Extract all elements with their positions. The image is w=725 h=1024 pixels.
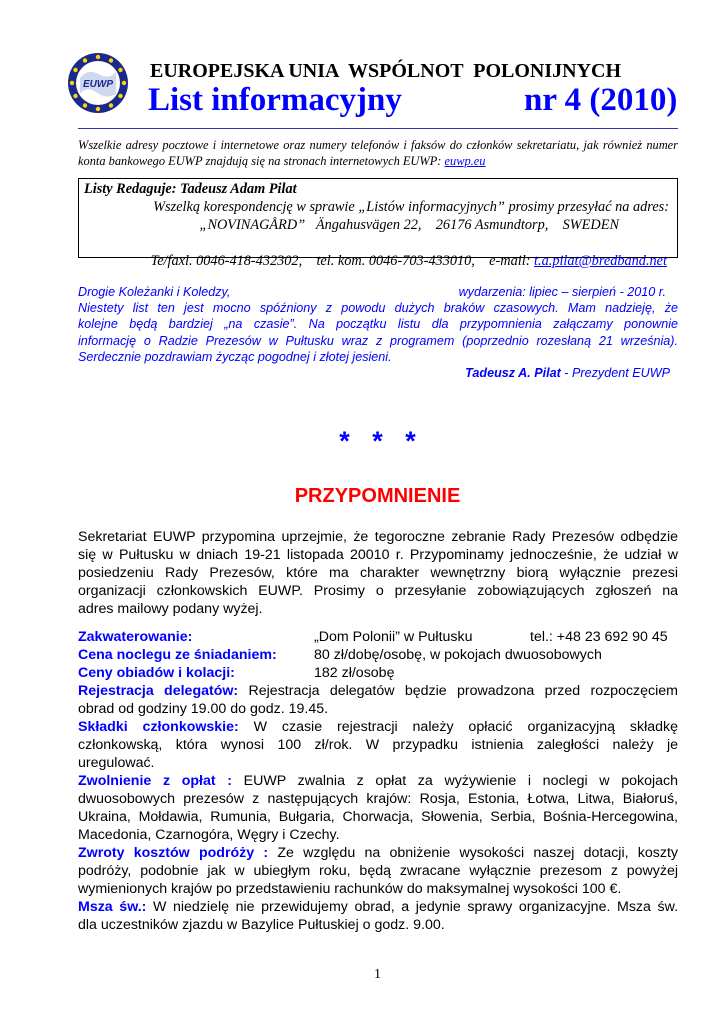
refund-label: Zwroty kosztów podróży : bbox=[78, 845, 269, 861]
greeting: Drogie Koleżanki i Koledzy, bbox=[78, 285, 231, 299]
accommodation-value: „Dom Polonii” w Pułtusku bbox=[314, 629, 473, 645]
mass-text: dla uczestników zjazdu w Bazylice Pułtuskiej o godz. 9.00. bbox=[78, 917, 445, 933]
letter-line: Niestety list ten jest mocno spóźniony z powodu dużych braków czasowych. Mam nadzieję, że bbox=[78, 301, 678, 315]
letter bbox=[78, 284, 678, 381]
separator: * * * bbox=[339, 426, 416, 456]
details bbox=[78, 628, 678, 934]
refund-text: podróży, podobnie jak w ubiegłym roku, będą zwracane wyłącznie prezesom z powyżej bbox=[78, 863, 678, 879]
address-line: „NOVINAGÅRD” Ängahusvägen 22, 26176 Asmundtorp, SWEDEN bbox=[199, 217, 619, 233]
editor-box bbox=[78, 178, 678, 269]
body-line: adres mailowy podany wyżej. bbox=[78, 601, 263, 617]
body-line: się w Pułtusku w dniach 19-21 listopada 20010 r. Przypominamy jednocześnie, że udział w bbox=[78, 547, 678, 563]
contact-line bbox=[136, 236, 667, 287]
letter-line: informację o Radzie Prezesów w Pułtusku wraz z programem (poprzednio rozesłaną 21 września). bbox=[78, 333, 678, 348]
svg-text:EUWP: EUWP bbox=[83, 79, 113, 90]
letter-line: Serdecznie pozdrawiam życząc pogodnej i złotej jesieni. bbox=[78, 349, 392, 364]
page-number: 1 bbox=[374, 967, 381, 982]
body-paragraph bbox=[78, 528, 678, 618]
body-line: Sekretariat EUWP przypomina uprzejmie, że tegoroczne zebranie Rady Prezesów odbędzie bbox=[78, 529, 678, 545]
org-name: EUROPEJSKA UNIA WSPÓLNOT POLONIJNYCH bbox=[150, 60, 622, 82]
registration-label: Rejestracja delegatów: bbox=[78, 683, 239, 699]
refund-text: Ze względu na obniżenie wysokości naszej dotacji, koszty bbox=[268, 845, 679, 861]
refund-text: wymienionych krajów po przedstawieniu rachunków do maksymalnej wysokości 100 €. bbox=[78, 881, 622, 897]
contact-phones: Te/faxl. 0046-418-432302, tel. kom. 0046-703-433010, e-mail: bbox=[150, 253, 535, 269]
registration-text: obrad od godziny 19.00 do godz. 19.45. bbox=[78, 701, 329, 717]
editor-line: Listy Redaguje: Tadeusz Adam Pilat bbox=[84, 181, 297, 197]
intro-text bbox=[78, 137, 678, 169]
letter-line: kolejne będą bardziej „na czasie”. Na początku listu dla przypomnienia załączamy ponownie bbox=[78, 317, 678, 332]
email-link[interactable]: t.a.pilat@bredband.net bbox=[534, 253, 667, 269]
intro-body: Wszelkie adresy pocztowe i internetowe oraz numery telefonów i faksów do członków sekretariatu, jak również numer konta bankowego EUWP znajdują się na stronach internetowych EUWP: bbox=[78, 138, 678, 168]
header-divider bbox=[78, 128, 678, 129]
issue-number: nr 4 (2010) bbox=[524, 82, 678, 118]
signature-role: - Prezydent EUWP bbox=[560, 366, 670, 381]
exemption-text: EUWP zwalnia z opłat za wyżywienie i noclegi w pokojach bbox=[232, 773, 679, 789]
exemption-text: Ukraina, Mołdawia, Rumunia, Bułgaria, Chorwacja, Słowenia, Serbia, Bośnia-Hercegowina, bbox=[78, 809, 678, 825]
exemption-text: Macedonia, Czarnogóra, Węgry i Czechy. bbox=[78, 827, 340, 843]
body-line: posiedzeniu Rady Prezesów, które ma charakter wewnętrzny biorą wyłącznie prezesi bbox=[78, 565, 678, 581]
fees-text: członkowską, która wynosi 100 zł/rok. W przypadku istnienia zaległości należy je bbox=[78, 737, 678, 753]
fees-text: uregulować. bbox=[78, 755, 155, 771]
website-link[interactable]: euwp.eu bbox=[444, 154, 486, 168]
fees-label: Składki członkowskie: bbox=[78, 719, 239, 735]
night-price-value: 80 zł/dobę/osobę, w pokojach dwuosobowych bbox=[314, 647, 602, 663]
exemption-label: Zwolnienie z opłat : bbox=[78, 773, 233, 789]
fees-text: W czasie rejestracji należy opłacić organizacyjną składkę bbox=[238, 719, 678, 735]
correspondence-line: Wszelką korespondencję w sprawie „Listów informacyjnych” prosimy przesyłać na adres: bbox=[153, 199, 669, 215]
accommodation-label: Zakwaterowanie: bbox=[78, 629, 193, 645]
mass-text: W niedzielę nie przewidujemy obrad, a jedynie sprawy organizacyjne. Msza św. bbox=[146, 899, 679, 915]
signature bbox=[78, 365, 678, 381]
euwp-logo bbox=[66, 50, 130, 116]
events-period: wydarzenia: lipiec – sierpień - 2010 r. bbox=[458, 285, 666, 299]
body-line: organizacji członkowskich EUWP. Prosimy o przesyłanie zobowiązujących zgłoszeń na bbox=[78, 583, 678, 599]
exemption-text: dwuosobowych prezesów z następujących krajów: Rosja, Estonia, Łotwa, Litwa, Białoruś, bbox=[78, 791, 678, 807]
meals-price-value: 182 zł/osobę bbox=[314, 665, 395, 681]
signature-name: Tadeusz A. Pilat bbox=[465, 366, 561, 381]
accommodation-tel: tel.: +48 23 692 90 45 bbox=[530, 629, 668, 645]
mass-label: Msza św.: bbox=[78, 899, 147, 915]
night-price-label: Cena noclegu ze śniadaniem: bbox=[78, 647, 277, 663]
section-title: PRZYPOMNIENIE bbox=[294, 485, 461, 507]
page-title: List informacyjny bbox=[148, 82, 402, 118]
meals-price-label: Ceny obiadów i kolacji: bbox=[78, 665, 235, 681]
registration-text: Rejestracja delegatów będzie prowadzona przed rozpoczęciem bbox=[238, 683, 678, 699]
